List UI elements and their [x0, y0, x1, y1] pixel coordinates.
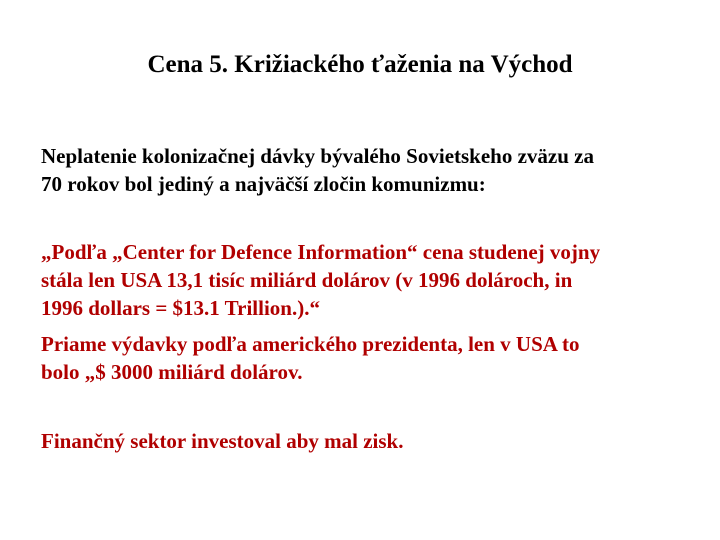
text-line: Priame výdavky podľa amerického prezidenta, len v USA to	[41, 332, 580, 356]
text-line: „Podľa „Center for Defence Information“ cena studenej vojny	[41, 240, 601, 264]
intro-paragraph	[41, 142, 701, 198]
slide-title: Cena 5. Križiackého ťaženia na Východ	[147, 51, 573, 78]
text-line: 70 rokov bol jediný a najväčší zločin komunizmu:	[41, 172, 486, 196]
text-line: Neplatenie kolonizačnej dávky bývalého Sovietskeho zväzu za	[41, 144, 595, 168]
text-line: bolo „$ 3000 miliárd dolárov.	[41, 360, 303, 384]
quote-paragraph	[41, 238, 701, 322]
text-line: Finančný sektor investoval aby mal zisk.	[41, 429, 404, 453]
text-line: 1996 dollars = $13.1 Trillion.).“	[41, 296, 320, 320]
direct-costs-paragraph	[41, 330, 701, 386]
text-line: stála len USA 13,1 tisíc miliárd dolárov (v 1996 dolároch, in	[41, 268, 573, 292]
financial-sector-paragraph	[41, 427, 701, 455]
